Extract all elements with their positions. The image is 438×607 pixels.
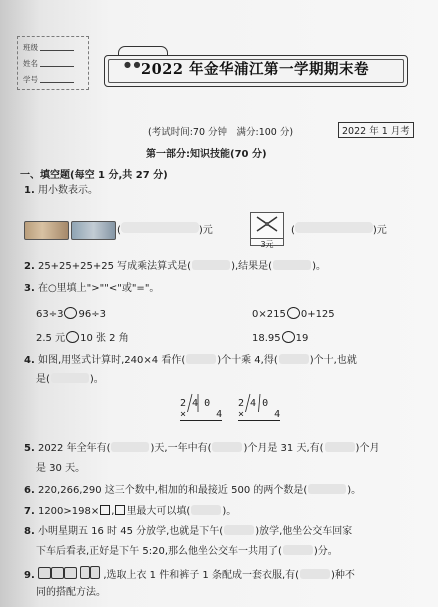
vertical-calc-1: 2 4 0 × 4 [180, 398, 222, 421]
compare-2: 0×215 0+125 [252, 309, 335, 320]
banknote-image-2 [71, 221, 116, 240]
question-1: 1. 用小数表示。 [24, 185, 98, 196]
question-6: 6. 220,266,290 这三个数中,相加的和最接近 500 的两个数是( )。 [24, 485, 362, 496]
question-3: 3. 在○里填上">""<"或"="。 [24, 283, 160, 294]
section-heading: 一、填空题(每空 1 分,共 27 分) [20, 170, 168, 181]
class-label: 班级 [23, 43, 38, 52]
number-field [23, 74, 74, 85]
shirt-icon [38, 567, 51, 579]
question-5: 5. 2022 年全年有( )天,一年中有( )个月是 31 天,有( )个月 [24, 443, 380, 454]
arrow-lines-1 [178, 392, 218, 412]
question-9: 9. ,选取上衣 1 件和裤子 1 条配成一套衣服,有( )种不 [24, 566, 355, 582]
toy-plane-image [250, 212, 284, 249]
name-label: 姓名 [23, 59, 38, 68]
arrow-lines-2 [236, 392, 276, 412]
compare-1: 63÷3 96÷3 [36, 309, 106, 320]
question-9-line2: 同的搭配方法。 [36, 587, 106, 598]
answer-1a: ( )元 [117, 222, 213, 237]
dots-icon: ● ● [124, 60, 141, 69]
exam-time: (考试时间:70 分钟 满分:100 分) [148, 127, 294, 138]
question-2: 2. 25+25+25+25 写成乘法算式是( ),结果是( )。 [24, 261, 326, 272]
number-label: 学号 [23, 75, 38, 84]
compare-3: 2.5 元 10 张 2 角 [36, 333, 129, 344]
student-info-box [17, 36, 89, 90]
class-field [23, 42, 74, 53]
compare-4: 18.95 19 [252, 333, 309, 344]
name-field [23, 58, 74, 69]
answer-1b: ( )元 [291, 222, 387, 237]
question-7: 7. 1200>198× , 里最大可以填( )。 [24, 506, 237, 517]
exam-title: 2022 年金华浦江第一学期期末卷 [141, 61, 369, 78]
exam-date: 2022 年 1 月考 [338, 122, 414, 138]
vertical-calc-2: 2 4 0 × 4 [238, 398, 280, 421]
question-4-line2: 是( )。 [36, 374, 104, 385]
banknote-image-1 [24, 221, 69, 240]
question-5-line2: 是 30 天。 [36, 463, 86, 474]
question-8: 8. 小明星期五 16 时 45 分放学,也就是下午( )放学,他坐公交车回家 [24, 526, 353, 537]
pants-icon [80, 566, 90, 579]
pants-icon [90, 566, 100, 579]
part-heading: 第一部分:知识技能(70 分) [146, 149, 267, 160]
question-8-line2: 下车后看表,正好是下午 5:20,那么他坐公交车一共用了( )分。 [36, 546, 338, 557]
question-1-text: 用小数表示。 [37, 185, 98, 196]
toy-price-label: 3元 [251, 238, 283, 250]
question-4: 4. 如图,用竖式计算时,240×4 看作( )个十乘 4,得( )个十,也就 [24, 355, 357, 366]
shirt-icon [64, 567, 77, 579]
shirt-icon [51, 567, 64, 579]
